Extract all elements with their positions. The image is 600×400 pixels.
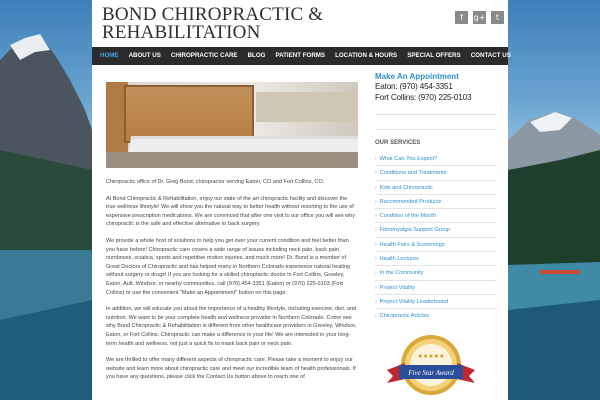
service-link[interactable]: › In the Community [375,266,497,280]
chevron-right-icon: › [375,270,377,277]
nav-blog[interactable]: BLOG [247,52,266,59]
header [92,0,508,46]
phone-fort-collins: Fort Collins: (970) 225-0103 [375,93,472,102]
chevron-right-icon: › [375,213,377,220]
page-container [92,0,511,400]
services-list [375,152,497,324]
nav-about-us[interactable]: ABOUT US [128,52,161,59]
twitter-icon[interactable]: t [491,11,504,24]
appointment-widget [375,72,497,115]
nav-location-hours[interactable]: LOCATION & HOURS [335,52,398,59]
body-paragraph: We provide a whole host of solutions to help you get over your current condition and feel better than you have before! Chiropractic care covers a wide range of issues including neck pain, back pain, numbness, sciatica, sports and repetitive motion injuries, and much more! Dr. Bond is a member of Great Doctors of Chiropractic and has helped many in Northern Colorado experience natural healing without surgery or drugs! If you are looking for a skilled chiropractic doctor in Fort Collins, Greeley, Eaton, Ault, Windsor, or nearby communities, call (970) 454-3351 (Eaton) or (970) 225-0103 (Fort Collins) or use the convenient "Make an Appointment" button on this page. [106,237,350,296]
nav-chiropractic-care[interactable]: CHIROPRACTIC CARE [170,52,238,59]
award-label: Five Star Award [408,369,454,377]
intro-paragraph: Chiropractic office of Dr. Greg Bond, chiropractor serving Eaton, CO and Fort Collins, CO. [106,179,325,185]
service-link[interactable]: › Kids and Chiropractic [375,181,497,195]
services-widget [375,129,497,324]
service-link[interactable]: › Condition of the Month [375,209,497,223]
service-link[interactable]: › Health Fairs & Screenings [375,238,497,252]
sidebar [375,68,497,324]
chevron-right-icon: › [375,156,377,162]
services-title: OUR SERVICES [375,140,421,146]
facebook-icon[interactable]: f [455,11,468,24]
nav-contact-us[interactable]: CONTACT US [470,52,511,59]
google-plus-icon[interactable]: g+ [473,13,486,22]
main-content [106,82,358,382]
chevron-right-icon: › [375,284,377,291]
service-link[interactable]: › What Can You Expect? [375,152,497,166]
service-link[interactable]: › Health Lectures [375,252,497,266]
service-link[interactable]: › Project Vitality [375,281,497,295]
service-link[interactable]: › Fibromyalgia Support Group [375,223,497,237]
chevron-right-icon: › [375,184,377,191]
nav-home[interactable]: HOME [100,52,119,59]
service-link[interactable]: › Chiropractic Articles [375,313,430,320]
service-link[interactable]: › Project Vitality Leaderboard [375,295,497,309]
social-links [455,11,504,24]
phone-eaton: Eaton: (970) 454-3351 [375,82,453,91]
chevron-right-icon: › [375,198,377,205]
service-link[interactable]: › Recommended Products [375,195,497,209]
nav-patient-forms[interactable]: PATIENT FORMS [275,52,326,59]
body-paragraph: In addition, we will educate you about the importance of a healthy lifestyle, including exercise, diet, and nutrition. We want to be your complete health and wellness provider in Northern Colorado. Come see why Bond Chiropractic & Rehabilitation is different from other healthcare providers in Greeley, Windsor, Eaton, or Fort Collins. Chiropractic can make a difference in your life! We are interested in your long-term health and wellness, not just a quick fix to mask back pain or neck pain. [106,306,357,347]
nav-special-offers[interactable]: SPECIAL OFFERS [407,52,461,59]
chevron-right-icon: › [375,256,377,263]
five-star-award-badge[interactable] [385,325,477,400]
chevron-right-icon: › [375,170,377,177]
site-title[interactable]: BOND CHIROPRACTIC & REHABILITATION [102,4,324,43]
chevron-right-icon: › [375,227,377,234]
chevron-right-icon: › [375,298,377,305]
svg-text:★★★★★: ★★★★★ [417,354,445,360]
body-paragraph: We are thrilled to offer many different aspects of chiropractic care. Please take a moment to enjoy our website and learn more about chiropractic care and meet our incredible team of health professionals. If you have any questions, please click the Contact Us button above to reach one of [106,357,356,381]
make-appointment-link[interactable]: Make An Appointment [375,72,459,81]
office-photo [106,82,358,168]
chevron-right-icon: › [375,241,377,248]
service-link[interactable]: › Conditions and Treatments [375,166,497,180]
main-nav [92,47,511,65]
chevron-right-icon: › [375,313,377,320]
body-paragraph: At Bond Chiropractic & Rehabilitation, enjoy our state of the art chiropractic facility and discover the true wellness lifestyle! We will show you the natural way to better health without resorting to the use of expensive prescription medications. We are convinced that after one visit to our office you will see why chiropractic is the safe and effective alternative to back surgery. [106,195,355,228]
